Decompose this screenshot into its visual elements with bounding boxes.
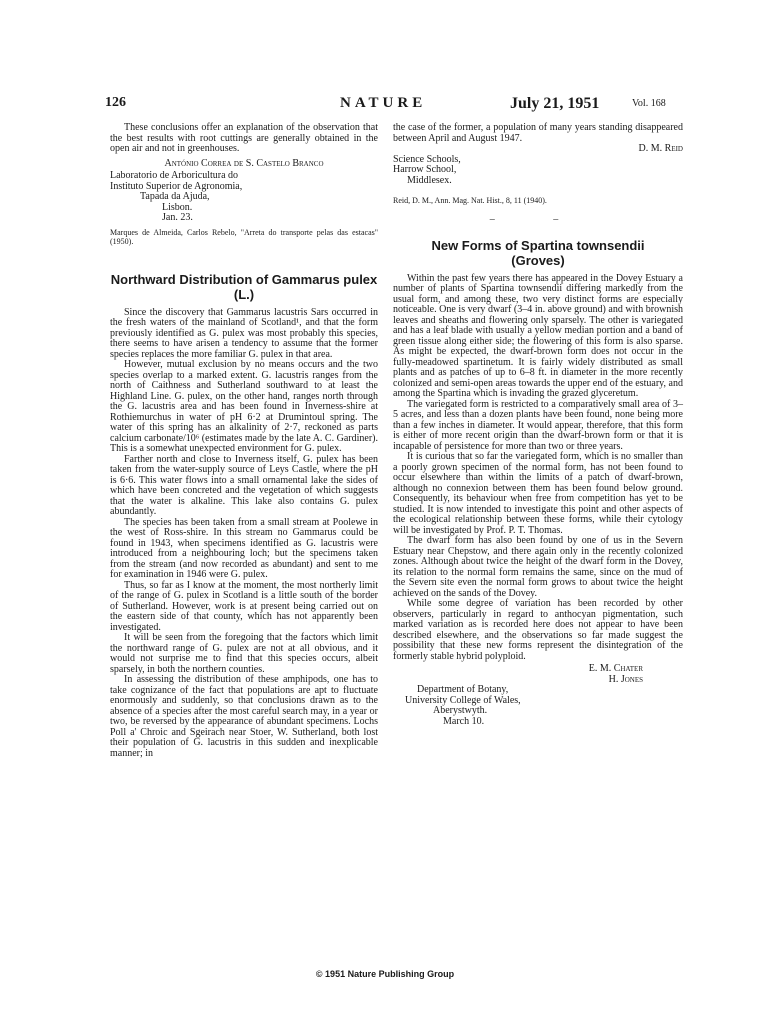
address-line: University College of Wales, [405,694,521,706]
body-paragraph: In assessing the distribution of these amphipods, one has to take cognizance of the fact that populations are apt to fluctuate enormously and suddenly, so that conclusions drawn as to the absence of a species after the most careful search may, in a year or two, be reversed by the appearance of abundant specimens. Lochs Poll a' Chroic and Sgeirach near Stoer, W. Sutherland, both lost their population of G. lacustris in this sudden and inexplicable manner; in [110,674,378,759]
article-title-spartina-authority: (Groves) [511,252,565,268]
body-paragraph: The species has been taken from a small stream at Poolewe in the west of Ross-shire. In this stream no Gammarus could be found in 1943, when specimens identified as G. lacustris were introduced from a neighbouring loch; but the specimens taken from the stream (and now recorded as abundant) and sent to me for examination in 1946 were G. pulex. [110,516,378,580]
body-paragraph: While some degree of variation has been recorded by other observers, particularly in regard to anthocyan pigmentation, such marked variation as is recorded here does not appear to have been described elsewhere, and the observations so far made suggest the possibility that these new forms represent the disintegration of the formerly stable hybrid polyploid. [393,598,683,662]
address-line: March 10. [443,715,485,727]
issue-date: July 21, 1951 [510,95,600,112]
address-line: Department of Botany, [417,684,509,695]
address-line: Science Schools, [393,153,461,165]
journal-title: NATURE [340,95,427,111]
body-paragraph: Since the discovery that Gammarus lacustris Sars occurred in the fresh waters of the mainland of Scotland¹, and that the form previously identified as G. pulex was most probably this species, there seems to have arisen a tendency to assume that the former species replaces the more familiar G. pulex in that area. [110,306,378,360]
address-line: Tapada da Ajuda, [140,191,210,202]
body-paragraph: However, mutual exclusion by no means occurs and the two species overlap to a marked extent. G. lacustris ranges from the north of Caithness and Sutherland southward to at least the Highland Line. G. pulex, on the other hand, ranges north through the G. lacustris area and has been found in Inverness-shire at Rothiemurchus in water of pH 6·2 at Drumintoul spring. The water of this spring has an alkalinity of 2·7, reckoned as parts calcium carbonate/10⁶ (estimates made by the late A. C. Gardiner). This is a somewhat unexpected environment for G. pulex. [110,359,378,454]
copyright-footer: © 1951 Nature Publishing Group [315,969,455,979]
author-reid: D. M. Reid [638,143,683,154]
address-line: Middlesex. [407,174,452,186]
page-header [100,95,680,115]
body-paragraph: It will be seen from the foregoing that the factors which limit the northward range of G. pulex are not at all obvious, and it would not surprise me to find that this species occurs, albeit sparsely, in both the northern counties. [110,632,378,675]
address-line: Jan. 23. [162,212,193,223]
page-number: 126 [105,95,126,110]
author-branco: António Correa de S. Castelo Branco [164,157,324,169]
author-chater: E. M. Chater [588,663,643,674]
body-paragraph: The dwarf form has also been found by one of us in the Severn Estuary near Chepstow, and there again only in the recently colonized zones. Although about twice the height of the dwarf form in the Dovey, its relation to the normal form remains the same, since on the mud of the Severn site even the normal form grows to about twice the height achieved on the sands of the Dovey. [393,535,683,599]
address-line: Aberystwyth. [433,705,488,716]
intro-paragraph: These conclusions offer an explanation of the observation that the best results with root cuttings are generally obtained in the open air and not in greenhouses. [110,122,378,154]
left-column [110,123,378,759]
body-paragraph: It is curious that so far the variegated form, which is no smaller than a poorly grown specimen of the normal form, has not been found to occur elsewhere than within the limits of a patch of dwarf-brown, although no connexion between them has been found below ground. Consequently, its behaviour when free from competition has yet to be studied. It is now intended to investigate this point and other aspects of the ecological relationship between these forms, while their cytology will be investigated by Prof. P. T. Thomas. [393,451,683,536]
address-line: Instituto Superior de Agronomia, [110,180,243,192]
body-paragraph: Within the past few years there has appeared in the Dovey Estuary a number of plants of Spartina townsendii differing markedly from the usual form, and among these, two very distinct forms are especially noticeable. One is very dwarf (3–4 in. above ground) and with brownish leaves and sheaths and flowering only sparsely. The other is variegated and has a leaf blade with usually a yellow median portion and a band of green tissue along either side; the flowering of this form is also sparse. As might be expected, the dwarf-brown form does not occur in the fully-meadowed spartinetum. It is fairly widely distributed as small plants and as patches of up to 6–8 ft. in diameter in the more recently colonized and semi-open areas towards the upper end of the estuary, and among the Spartina which is invading the grazed glyceretum. [393,272,683,399]
article-title-spartina: New Forms of Spartina townsendii [431,237,645,253]
reference-2: Reid, D. M., Ann. Mag. Nat. Hist., 8, 11 (1940). [393,196,547,205]
reference-1: Marques de Almeida, Carlos Rebelo, "Arreta do transporte pelas das estacas" (1950). [110,227,378,246]
address-line: Laboratorio de Arboricultura do [110,170,239,181]
body-paragraph: The variegated form is restricted to a comparatively small area of 3–5 acres, and less than a dozen plants have been found, none being more than a few inches in diameter. It would appear, therefore, that this form is either of more recent origin than the dwarf-brown form or that it is incapable of persistence for more than two or three years. [393,398,683,452]
author-jones: H. Jones [608,673,643,685]
continued-paragraph: the case of the former, a population of many years standing disappeared between April and August 1947. [393,122,683,144]
volume-label: Vol. 168 [632,98,666,109]
section-divider: – – [489,214,587,225]
body-paragraph: Farther north and close to Inverness itself, G. pulex has been taken from the water-supply source of Leys Castle, where the pH is 6·6. This water flows into a small ornamental lake the sides of which have been concreted and the vegetation of which suggests that the water is alkaline. This lake also contains G. pulex abundantly. [110,453,378,517]
article-title-gammarus: Northward Distribution of Gammarus pulex (L.) [110,271,378,302]
right-column [393,123,683,727]
address-line: Lisbon. [162,201,193,213]
body-paragraph: Thus, so far as I know at the moment, the most northerly limit of the range of G. pulex in Scotland is a little south of the border of Sutherland. However, work is at present being carried out on the eastern side of that county, which has not apparently been investigated. [110,579,378,633]
address-line: Harrow School, [393,164,457,175]
